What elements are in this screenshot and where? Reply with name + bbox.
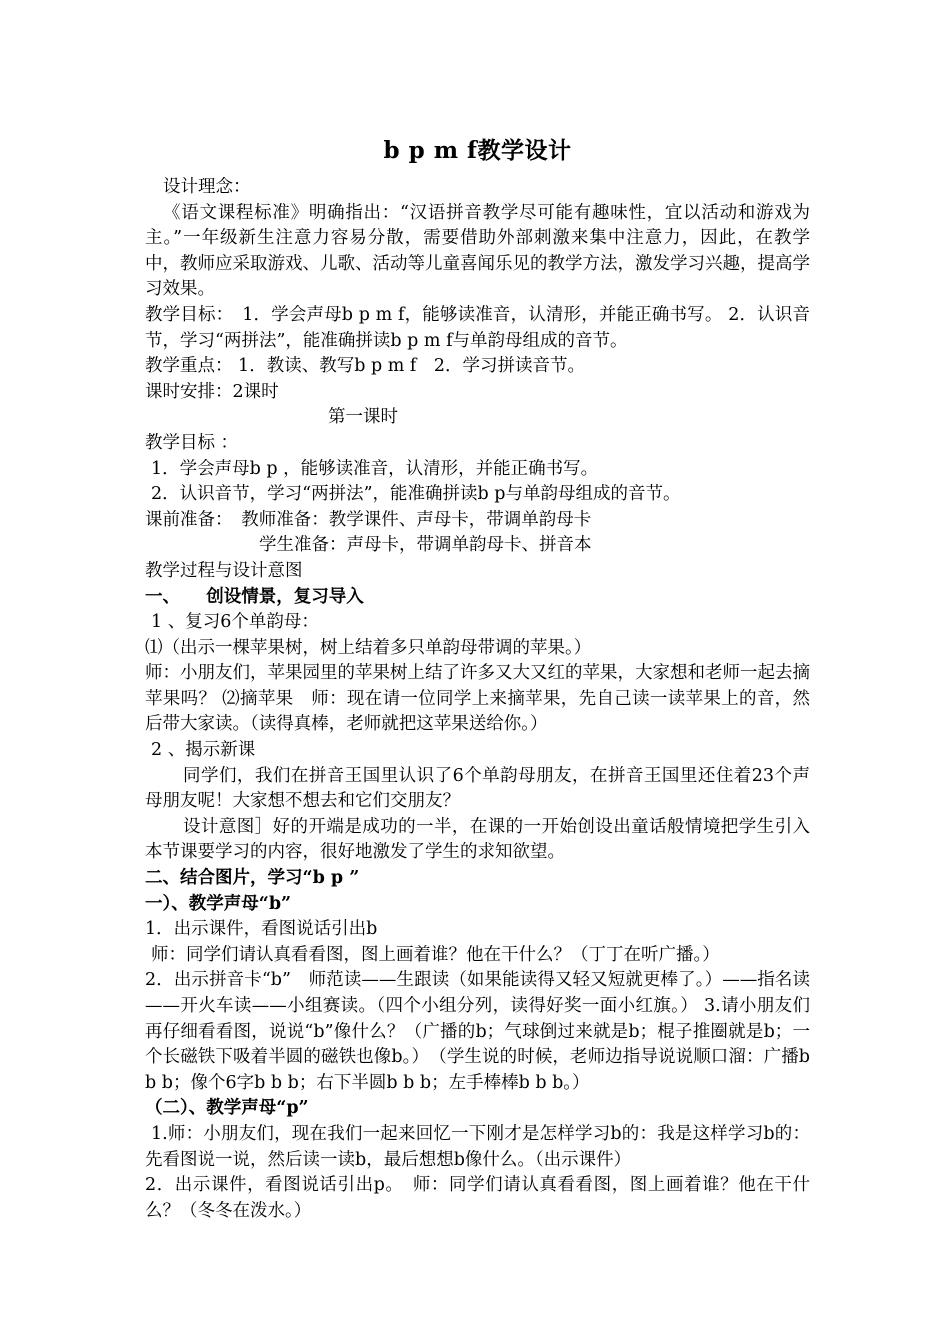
p-step-2: 2．出示课件，看图说话引出p。 师：同学们请认真看看图，图上画着谁？他在干什么？（冬冬在泼水。） [145, 1175, 810, 1221]
section-1-heading: 一、 创设情景，复习导入 [145, 586, 364, 607]
review-step-1: ⑴（出示一棵苹果树，树上结着多只单韵母带调的苹果。） [145, 637, 592, 658]
teaching-focus: 教学重点： 1．教读、教写b p m f 2．学习拼读音节。 [145, 356, 585, 377]
b-teacher-question: 师：同学们请认真看看图，图上画着谁？他在干什么？（丁丁在听广播。） [151, 944, 720, 965]
p-step-1: 1.师：小朋友们，现在我们一起来回忆一下刚才是怎样学习b的：我是这样学习b的：先看图说一说，然后读一读b，最后想想b像什么。（出示课件） [145, 1123, 810, 1170]
teacher-preparation: 课前准备： 教师准备：教学课件、声母卡，带调单韵母卡 [145, 509, 592, 530]
subsection-p-heading: （二）、教学声母“p” [145, 1098, 309, 1119]
b-step-1: 1．出示课件，看图说话引出b [145, 919, 378, 940]
design-concept-text: 《语文课程标准》明确指出：“汉语拼音教学尽可能有趣味性，宜以活动和游戏为主。”一年级新生注意力容易分散，需要借助外部刺激来集中注意力，因此，在教学中，教师应采取游戏、儿歌、活动等儿童喜闻乐见的教学方法，激发学习兴趣，提高学习效果。 [145, 202, 810, 300]
lesson-goals-heading: 教学目标 ： [145, 432, 239, 453]
lesson-goal-2: 2．认识音节，学习“两拼法”，能准确拼读b p与单韵母组成的音节。 [151, 484, 681, 505]
student-preparation: 学生准备：声母卡，带调单韵母卡、拼音本 [259, 535, 592, 556]
section-2-heading: 二、结合图片，学习“b p ” [145, 868, 360, 889]
design-concept-heading: 设计理念： [163, 177, 251, 197]
teaching-goals: 教学目标： 1．学会声母b p m f，能够读准音，认清形，并能正确书写。 2．认识音节，学习“两拼法”，能准确拼读b p m f与单韵母组成的音节。 [145, 304, 810, 351]
reveal-new-lesson: 2 、揭示新课 [151, 740, 256, 761]
lesson-one-heading: 第一课时 [328, 407, 398, 428]
review-dialogue: 师：小朋友们，苹果园里的苹果树上结了许多又大又红的苹果，大家想和老师一起去摘苹果吗？ ⑵摘苹果 师：现在请一位同学上来摘苹果，先自己读一读苹果上的音，然后带大家读。（读得真棒，老师就把这苹果送给你。） [145, 663, 810, 735]
b-step-2: 2．出示拼音卡“b” 师范读——生跟读（如果能读得又轻又短就更棒了。）——指名读——开火车读——小组赛读。（四个小组分列，读得好奖一面小红旗。） 3.请小朋友们再仔细看看图，说说“b”像什么？（广播的b；气球倒过来就是b；棍子推圈就是b；一个长磁铁下吸着半圆的磁铁也像b。） （学生说的时候，老师边指导说说顺口溜：广播b b b；像个6字b b b；右下半圆b b b；左手棒棒b b b。） [145, 970, 810, 1093]
design-intent: 设计意图］好的开端是成功的一半，在课的一开始创设出童话般情境把学生引入本节课要学习的内容，很好地激发了学生的求知欲望。 [145, 816, 810, 863]
lesson-goal-1: 1．学会声母b p ，能够读准音，认清形，并能正确书写。 [151, 458, 599, 479]
subsection-b-heading: 一）、教学声母“b” [145, 893, 292, 914]
document-title: b p m f教学设计 [383, 137, 572, 164]
review-item: 1 、复习6个单韵母： [151, 612, 319, 633]
class-schedule: 课时安排：2课时 [145, 381, 279, 402]
reveal-text: 同学们，我们在拼音王国里认识了6个单韵母朋友，在拼音王国里还住着23个声母朋友呢！大家想不想去和它们交朋友？ [145, 765, 810, 812]
process-heading: 教学过程与设计意图 [145, 560, 303, 581]
